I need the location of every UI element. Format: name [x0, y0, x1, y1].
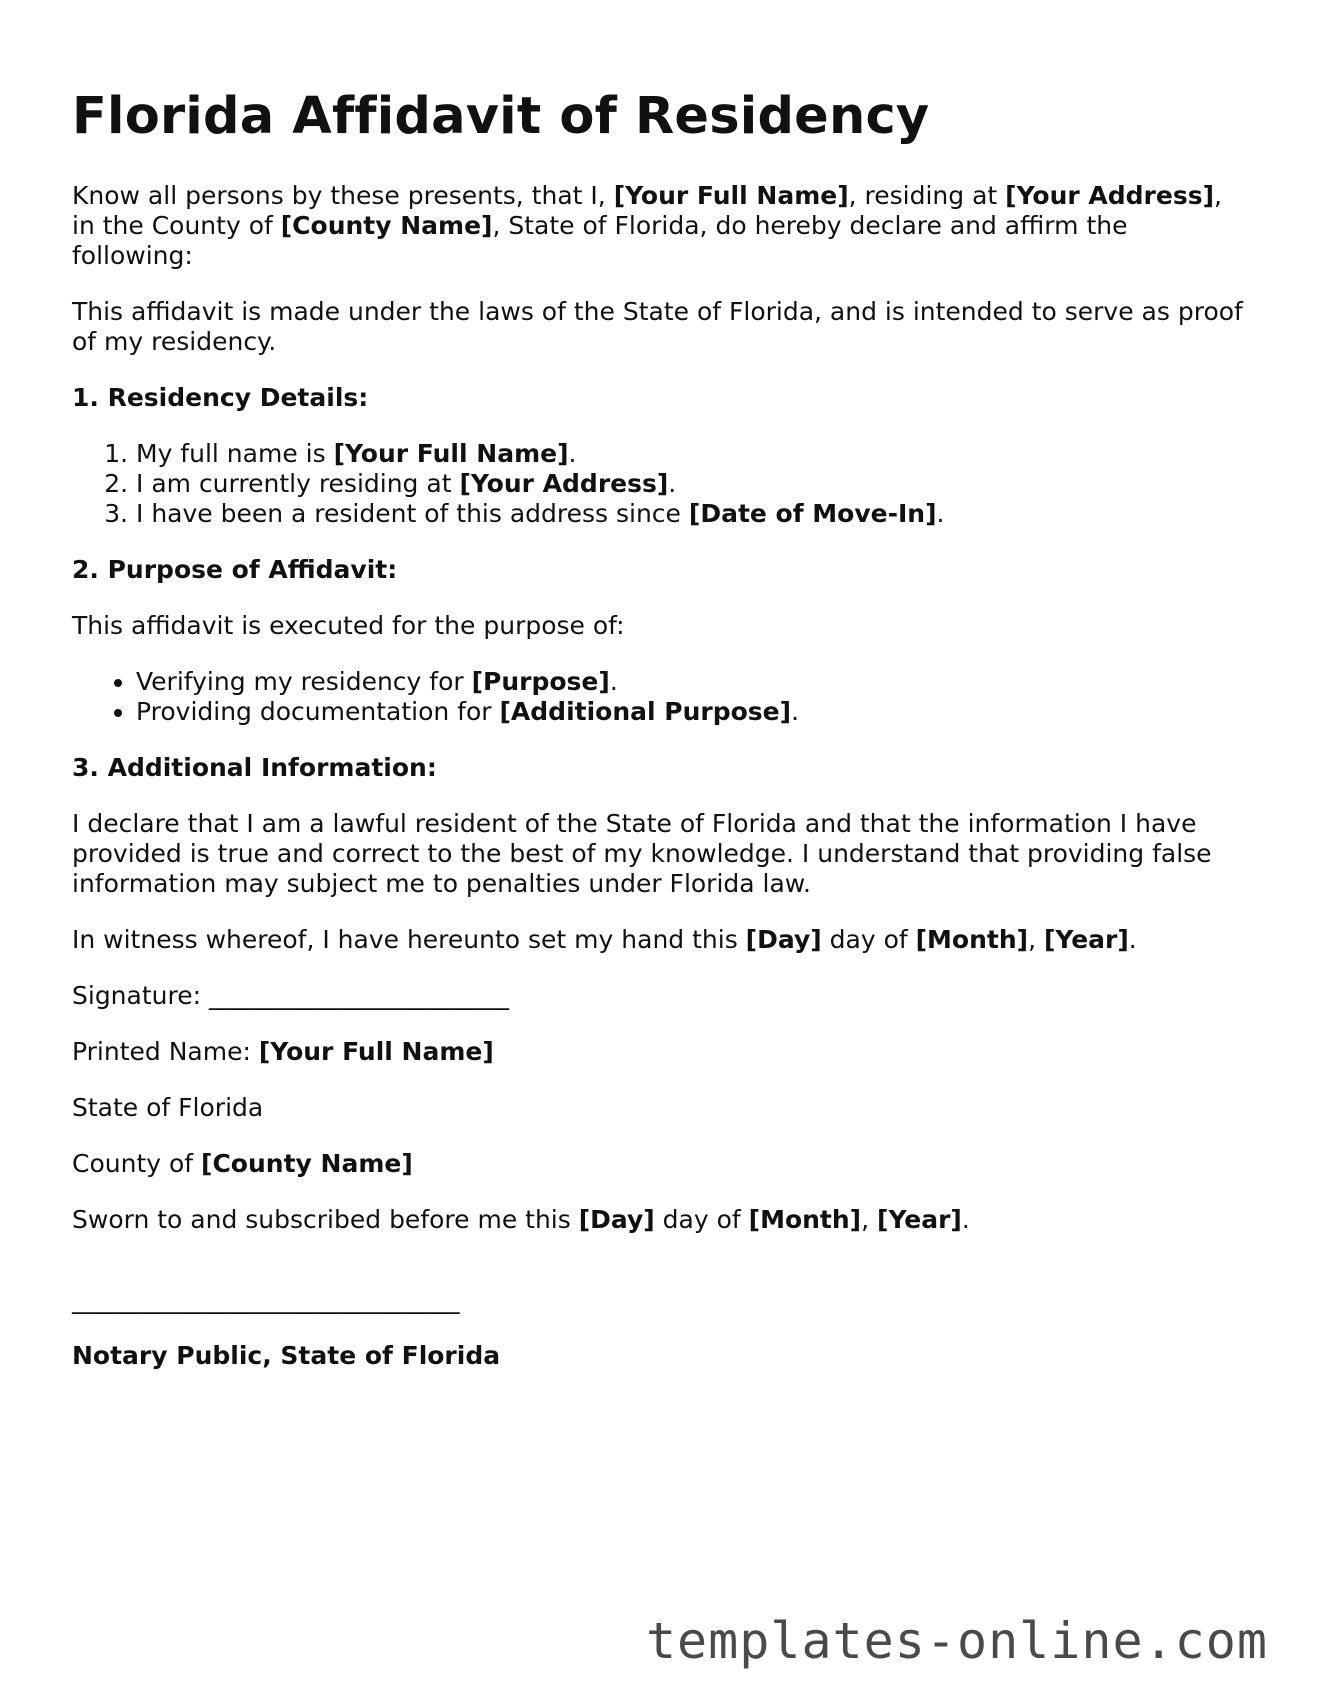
signature-line [72, 981, 1252, 1011]
list-item-placeholder: [Purpose] [471, 667, 610, 697]
purpose-statement: This affidavit is made under the laws of the State of Florida, and is intended to serve as proof of my residency. [72, 297, 1243, 357]
list-item-end: . [936, 499, 945, 529]
notary-signature-blank: _______________________________ [72, 1285, 460, 1315]
list-item-placeholder: [Date of Move-In] [688, 499, 937, 529]
intro-text-2: , residing at [848, 181, 1006, 211]
intro-county-placeholder: [County Name] [280, 211, 493, 241]
sworn-day-placeholder: [Day] [578, 1205, 655, 1235]
document-page [72, 86, 1252, 1397]
county-label: County of [72, 1149, 202, 1179]
section-2-heading: 2. Purpose of Affidavit: [72, 555, 398, 585]
section-3-heading: 3. Additional Information: [72, 753, 437, 783]
witness-paragraph [72, 925, 1252, 955]
sworn-year-placeholder: [Year] [877, 1205, 962, 1235]
printed-name-placeholder: [Your Full Name] [258, 1037, 494, 1067]
intro-text-4: , State of Florida, do hereby declare and affirm the following: [72, 211, 1128, 271]
residency-details-list [72, 439, 1252, 529]
list-item-text: Providing documentation for [136, 697, 500, 727]
section-1-heading: 1. Residency Details: [72, 383, 369, 413]
intro-name-placeholder: [Your Full Name] [613, 181, 849, 211]
witness-text-4: . [1128, 925, 1137, 955]
intro-paragraph [72, 181, 1252, 271]
list-item-placeholder: [Additional Purpose] [499, 697, 792, 727]
document-title: Florida Affidavit of Residency [72, 87, 930, 146]
county-line [72, 1149, 1252, 1179]
witness-year-placeholder: [Year] [1043, 925, 1129, 955]
list-item-text: Verifying my residency for [136, 667, 472, 697]
list-item [136, 469, 1252, 499]
list-item-end: . [568, 439, 577, 469]
list-item-text: I am currently residing at [136, 469, 460, 499]
printed-name-label: Printed Name: [72, 1037, 259, 1067]
witness-text-2: day of [821, 925, 916, 955]
list-item [136, 667, 1252, 697]
signature-label: Signature: [72, 981, 209, 1011]
intro-text-1: Know all persons by these presents, that I, [72, 181, 614, 211]
notary-label-text: Notary Public, State of Florida [72, 1341, 501, 1371]
list-item-end: . [609, 667, 618, 697]
list-item-end: . [791, 697, 800, 727]
witness-month-placeholder: [Month] [915, 925, 1029, 955]
sworn-month-placeholder: [Month] [748, 1205, 862, 1235]
notary-label [72, 1341, 1252, 1371]
sworn-text-1: Sworn to and subscribed before me this [72, 1205, 579, 1235]
section-3-body: I declare that I am a lawful resident of the State of Florida and that the information I have provided is true and correct to the best of my knowledge. I understand that providing false information may subject me to penalties under Florida law. [72, 809, 1212, 899]
printed-name-line [72, 1037, 1252, 1067]
witness-day-placeholder: [Day] [745, 925, 822, 955]
intro-text-3: , in the County of [72, 181, 1222, 241]
witness-text-3: , [1028, 925, 1044, 955]
sworn-text-2: day of [654, 1205, 749, 1235]
list-item-text: My full name is [136, 439, 334, 469]
list-item [136, 697, 1252, 727]
section-2-lead: This affidavit is executed for the purpose of: [72, 611, 625, 641]
list-item [136, 499, 1252, 529]
state-line: State of Florida [72, 1093, 264, 1123]
sworn-text-3: , [861, 1205, 878, 1235]
sworn-paragraph [72, 1205, 1252, 1235]
purpose-list [72, 667, 1252, 727]
watermark: templates-online.com [645, 1612, 1268, 1670]
list-item [136, 439, 1252, 469]
list-item-text: I have been a resident of this address since [136, 499, 689, 529]
county-placeholder: [County Name] [201, 1149, 413, 1179]
sworn-text-4: . [961, 1205, 970, 1235]
list-item-placeholder: [Your Address] [459, 469, 669, 499]
list-item-end: . [668, 469, 677, 499]
witness-text-1: In witness whereof, I have hereunto set my hand this [72, 925, 746, 955]
signature-blank: ________________________ [208, 981, 509, 1011]
intro-address-placeholder: [Your Address] [1005, 181, 1215, 211]
list-item-placeholder: [Your Full Name] [333, 439, 569, 469]
